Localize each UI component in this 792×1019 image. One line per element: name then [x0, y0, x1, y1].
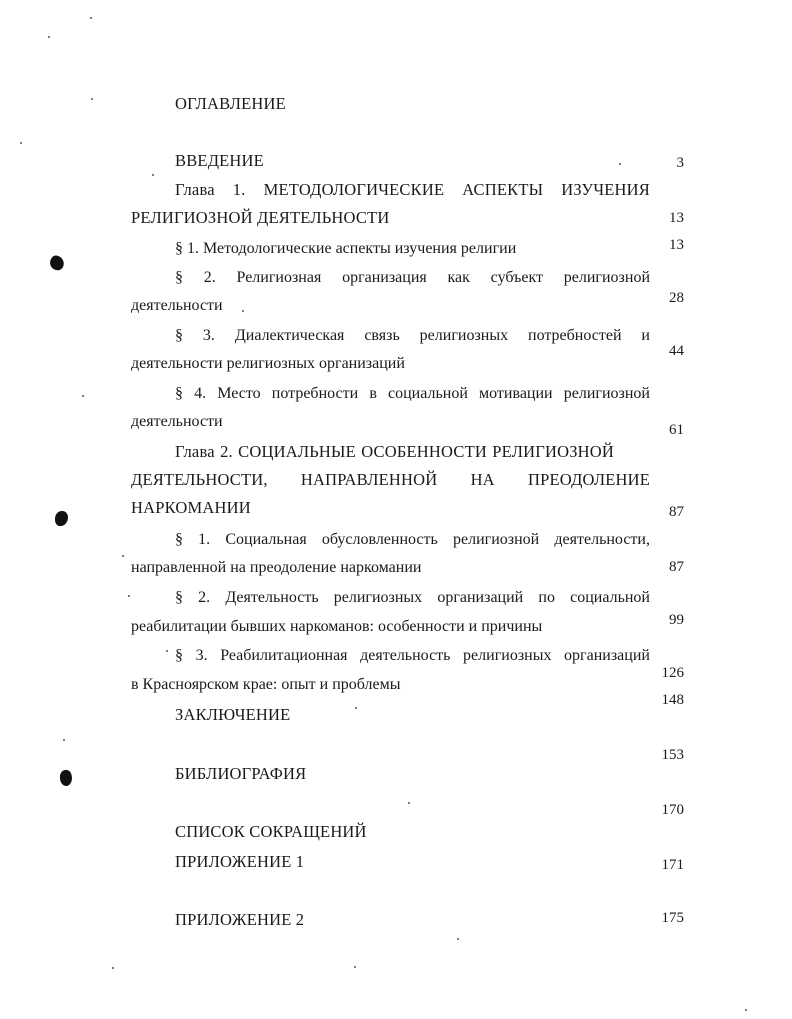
ch2-s2-word: социальной	[570, 589, 650, 606]
chapter2-page: 87	[669, 504, 684, 520]
ch1-section3-page: 44	[669, 343, 684, 359]
ch1-section2-line1	[175, 268, 650, 288]
ch2-s1-word: деятельности,	[554, 531, 650, 548]
toc-appendix1-page: 171	[661, 857, 684, 873]
ch2-section2-page: 99	[669, 612, 684, 628]
ch2-s2-word: религиозных	[333, 589, 423, 606]
chapter1-word: ИЗУЧЕНИЯ	[561, 180, 650, 199]
ch2-s2-word: Деятельность	[225, 589, 319, 606]
punch-hole-blot	[55, 511, 68, 526]
ch1-s2-word: §	[175, 269, 183, 286]
ch1-section1-title: § 1. Методологические аспекты изучения религии	[175, 240, 517, 257]
punch-hole-blot	[48, 254, 66, 272]
ch2-s3-word: религиозных	[463, 647, 552, 664]
scan-speck	[48, 36, 50, 38]
toc-abbreviations-label: СПИСОК СОКРАЩЕНИЙ	[175, 822, 367, 841]
ch2-section1-page: 87	[669, 559, 684, 575]
ch2-s3-word: §	[175, 647, 183, 664]
ch1-section4-line1	[175, 384, 650, 404]
scan-speck	[166, 650, 168, 652]
ch1-s4-word: религиозной	[563, 385, 650, 402]
ch1-s4-word: §	[175, 385, 183, 402]
ch1-section3-line2: деятельности религиозных организаций	[131, 355, 405, 372]
toc-title: ОГЛАВЛЕНИЕ	[175, 94, 286, 113]
ch2-s2-word: 2.	[198, 589, 211, 606]
chapter2-word: НАПРАВЛЕННОЙ	[300, 470, 438, 489]
ch2-s3-word: Реабилитационная	[220, 647, 348, 664]
scan-speck	[128, 595, 130, 597]
scan-speck	[20, 142, 22, 144]
ch1-s4-word: 4.	[194, 385, 207, 402]
ch1-s2-word: 2.	[203, 269, 216, 286]
chapter1-heading-line1	[175, 180, 650, 200]
chapter1-word: МЕТОДОЛОГИЧЕСКИЕ	[263, 180, 445, 199]
chapter2-word: НА	[470, 470, 495, 489]
chapter1-word: АСПЕКТЫ	[462, 180, 544, 199]
chapter1-word: Глава	[175, 180, 215, 199]
ch2-section3-page: 126	[661, 665, 684, 681]
ch2-s1-word: религиозной	[453, 531, 540, 548]
ch2-section2-line1	[175, 588, 650, 608]
ch2-s3-word: организаций	[564, 647, 650, 664]
ch1-s4-word: Место	[217, 385, 261, 402]
scan-speck	[90, 17, 92, 19]
scan-speck	[242, 310, 244, 312]
ch2-s1-word: обусловленность	[321, 531, 438, 548]
ch2-s1-word: 1.	[198, 531, 211, 548]
scan-speck	[408, 802, 410, 804]
scan-speck	[457, 938, 459, 940]
ch2-s3-word: деятельность	[360, 647, 451, 664]
ch1-s4-word: потребности	[271, 385, 359, 402]
ch1-s3-word: 3.	[202, 327, 215, 344]
ch1-s2-word: как	[447, 269, 470, 286]
scan-speck	[354, 966, 356, 968]
ch1-s3-word: потребностей	[528, 327, 622, 344]
punch-hole-blot	[59, 769, 74, 787]
toc-bibliography-label: БИБЛИОГРАФИЯ	[175, 764, 307, 783]
chapter2-heading-line2	[131, 470, 650, 490]
chapter1-page: 13	[669, 210, 684, 226]
toc-intro-label: ВВЕДЕНИЕ	[175, 151, 264, 170]
chapter2-heading-line3: НАРКОМАНИИ	[131, 498, 251, 517]
toc-appendix1-label: ПРИЛОЖЕНИЕ 1	[175, 852, 305, 871]
scan-speck	[112, 967, 114, 969]
scan-speck	[619, 163, 621, 165]
toc-appendix2-label: ПРИЛОЖЕНИЕ 2	[175, 910, 305, 929]
ch1-section3-line1	[175, 326, 650, 346]
ch2-section1-line1	[175, 530, 650, 550]
ch1-section2-line2: деятельности	[131, 297, 223, 314]
ch1-section1-page: 13	[669, 237, 684, 253]
chapter1-heading-line2: РЕЛИГИОЗНОЙ ДЕЯТЕЛЬНОСТИ	[131, 208, 390, 227]
scan-speck	[63, 739, 65, 741]
ch1-section2-page: 28	[669, 290, 684, 306]
ch2-s3-word: 3.	[195, 647, 208, 664]
ch2-s2-word: §	[175, 589, 183, 606]
ch2-s1-word: §	[175, 531, 183, 548]
ch1-s4-word: в	[369, 385, 377, 402]
ch2-section3-line2: в Красноярском крае: опыт и проблемы	[131, 676, 401, 693]
ch1-s3-word: и	[641, 327, 650, 344]
toc-bibliography-page: 153	[661, 747, 684, 763]
scan-speck	[91, 98, 93, 100]
ch1-s3-word: связь	[364, 327, 400, 344]
ch2-section3-line1	[175, 646, 650, 666]
ch1-s3-word: §	[175, 327, 183, 344]
chapter2-word: ПРЕОДОЛЕНИЕ	[528, 470, 650, 489]
ch1-s3-word: религиозных	[419, 327, 509, 344]
ch2-section1-line2: направленной на преодоление наркомании	[131, 559, 422, 576]
ch2-s2-word: организаций	[437, 589, 524, 606]
chapter2-heading-line1: Глава 2. СОЦИАЛЬНЫЕ ОСОБЕННОСТИ РЕЛИГИОЗНОЙ	[175, 442, 615, 461]
ch1-s4-word: мотивации	[479, 385, 553, 402]
toc-conclusion-page: 148	[661, 692, 684, 708]
ch1-s2-word: организация	[342, 269, 427, 286]
chapter2-word: ДЕЯТЕЛЬНОСТИ,	[131, 470, 268, 489]
scan-speck	[82, 395, 84, 397]
ch1-s4-word: социальной	[388, 385, 468, 402]
ch2-s2-word: по	[538, 589, 555, 606]
toc-intro-page: 3	[676, 155, 684, 171]
scan-speck	[152, 174, 154, 176]
ch1-s3-word: Диалектическая	[234, 327, 345, 344]
ch1-section4-line2: деятельности	[131, 413, 223, 430]
ch1-s2-word: субъект	[490, 269, 544, 286]
scan-speck	[745, 1009, 747, 1011]
toc-conclusion-label: ЗАКЛЮЧЕНИЕ	[175, 705, 291, 724]
ch1-section4-page: 61	[669, 422, 684, 438]
ch2-section2-line2: реабилитации бывших наркоманов: особенности и причины	[131, 618, 543, 635]
ch1-s2-word: религиозной	[563, 269, 650, 286]
scan-speck	[355, 707, 357, 709]
scan-speck	[122, 555, 124, 557]
ch1-s2-word: Религиозная	[236, 269, 322, 286]
toc-abbreviations-page: 170	[661, 802, 684, 818]
chapter1-word: 1.	[232, 180, 246, 199]
toc-appendix2-page: 175	[661, 910, 684, 926]
ch2-s1-word: Социальная	[225, 531, 307, 548]
